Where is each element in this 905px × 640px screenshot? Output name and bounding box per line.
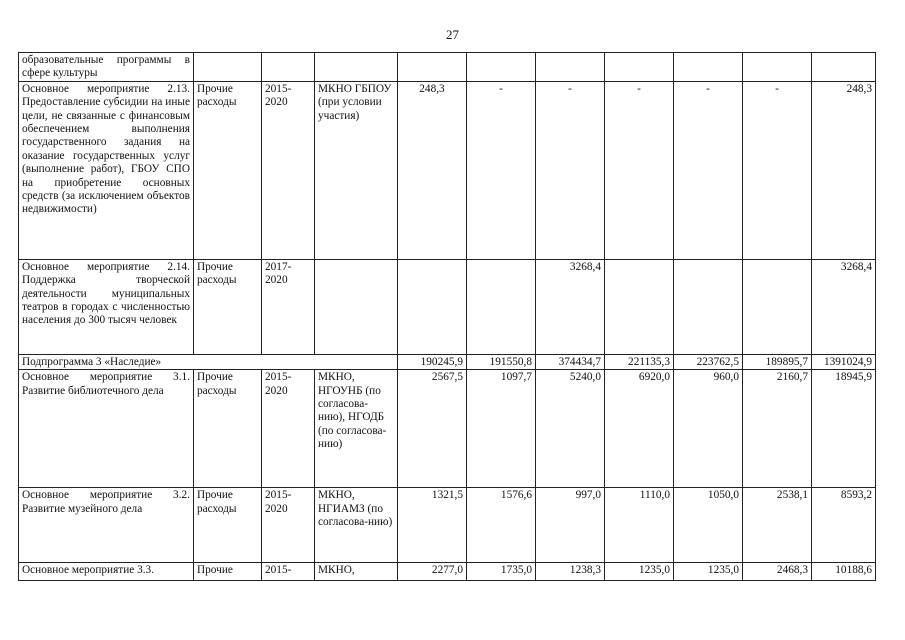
value-cell <box>743 53 812 82</box>
value-cell: 2567,5 <box>398 370 467 488</box>
value-cell: 1576,6 <box>467 488 536 563</box>
value-cell: 191550,8 <box>467 354 536 369</box>
row-description: Основное мероприятие 3.3. <box>19 563 194 581</box>
value-cell: 1321,5 <box>398 488 467 563</box>
value-cell: 1235,0 <box>674 563 743 581</box>
value-cell: 2538,1 <box>743 488 812 563</box>
value-cell <box>743 259 812 354</box>
table-row <box>19 81 876 259</box>
value-cell: 221135,3 <box>605 354 674 369</box>
value-cell: 2160,7 <box>743 370 812 488</box>
total-cell: 8593,2 <box>812 488 876 563</box>
value-cell: 223762,5 <box>674 354 743 369</box>
row-executor: МКНО, НГИАМЗ (по согласова-нию) <box>315 488 398 563</box>
value-cell: 189895,7 <box>743 354 812 369</box>
value-cell: 374434,7 <box>536 354 605 369</box>
subtotal-row <box>19 354 876 369</box>
value-cell <box>467 53 536 82</box>
row-description: Основное мероприятие 2.13. Предоставление субсидии на иные цели, не связанные с финансовым обеспечением выполнения государственного задания на оказание государственных услуг (выполнение работ), ГБОУ СПО на приобретение основных средств (за исключением объектов недвижимости) <box>19 81 194 259</box>
row-executor: МКНО, НГОУНБ (по согласова-нию), НГОДБ (по согласова-нию) <box>315 370 398 488</box>
table-row <box>19 488 876 563</box>
row-period: 2015-2020 <box>262 370 315 488</box>
total-cell: 1391024,9 <box>812 354 876 369</box>
value-cell: - <box>605 81 674 259</box>
value-cell: 2468,3 <box>743 563 812 581</box>
row-period: 2017-2020 <box>262 259 315 354</box>
value-cell <box>605 259 674 354</box>
row-executor: МКНО, <box>315 563 398 581</box>
row-cost-type: Прочие расходы <box>194 370 262 488</box>
value-cell: 960,0 <box>674 370 743 488</box>
value-cell: 5240,0 <box>536 370 605 488</box>
value-cell: - <box>536 81 605 259</box>
row-description: образовательные программы в сфере культуры <box>19 53 194 82</box>
row-executor <box>315 259 398 354</box>
total-cell: 3268,4 <box>812 259 876 354</box>
total-cell: 10188,6 <box>812 563 876 581</box>
row-cost-type: Прочие расходы <box>194 81 262 259</box>
value-cell: 6920,0 <box>605 370 674 488</box>
value-cell: 1235,0 <box>605 563 674 581</box>
total-cell: 18945,9 <box>812 370 876 488</box>
value-cell: 1050,0 <box>674 488 743 563</box>
row-period: 2015-2020 <box>262 81 315 259</box>
total-cell <box>812 53 876 82</box>
row-executor <box>315 53 398 82</box>
value-cell <box>674 53 743 82</box>
row-cost-type <box>194 53 262 82</box>
page-number: 27 <box>446 27 459 42</box>
value-cell <box>398 259 467 354</box>
row-period: 2015- <box>262 563 315 581</box>
row-period: 2015-2020 <box>262 488 315 563</box>
subprogram-label: Подпрограмма 3 «Наследие» <box>19 354 398 369</box>
row-cost-type: Прочие расходы <box>194 259 262 354</box>
value-cell: 1238,3 <box>536 563 605 581</box>
table-row <box>19 563 876 581</box>
table-row <box>19 53 876 82</box>
value-cell <box>536 53 605 82</box>
budget-table <box>18 52 876 581</box>
row-executor: МКНО ГБПОУ (при условии участия) <box>315 81 398 259</box>
row-description: Основное мероприятие 3.2. Развитие музейного дела <box>19 488 194 563</box>
value-cell: 248,3 <box>398 81 467 259</box>
table-row <box>19 259 876 354</box>
row-description: Основное мероприятие 3.1. Развитие библиотечного дела <box>19 370 194 488</box>
value-cell: 1110,0 <box>605 488 674 563</box>
row-description: Основное мероприятие 2.14. Поддержка творческой деятельности муниципальных театров в городах с численностью населения до 300 тысяч человек <box>19 259 194 354</box>
row-period <box>262 53 315 82</box>
value-cell: 1735,0 <box>467 563 536 581</box>
value-cell <box>674 259 743 354</box>
value-cell: 2277,0 <box>398 563 467 581</box>
value-cell: - <box>467 81 536 259</box>
row-cost-type: Прочие расходы <box>194 488 262 563</box>
value-cell: - <box>743 81 812 259</box>
value-cell <box>398 53 467 82</box>
value-cell: 190245,9 <box>398 354 467 369</box>
value-cell <box>605 53 674 82</box>
table-row <box>19 370 876 488</box>
value-cell: 3268,4 <box>536 259 605 354</box>
row-cost-type: Прочие <box>194 563 262 581</box>
value-cell: 1097,7 <box>467 370 536 488</box>
total-cell: 248,3 <box>812 81 876 259</box>
value-cell: 997,0 <box>536 488 605 563</box>
value-cell <box>467 259 536 354</box>
value-cell: - <box>674 81 743 259</box>
